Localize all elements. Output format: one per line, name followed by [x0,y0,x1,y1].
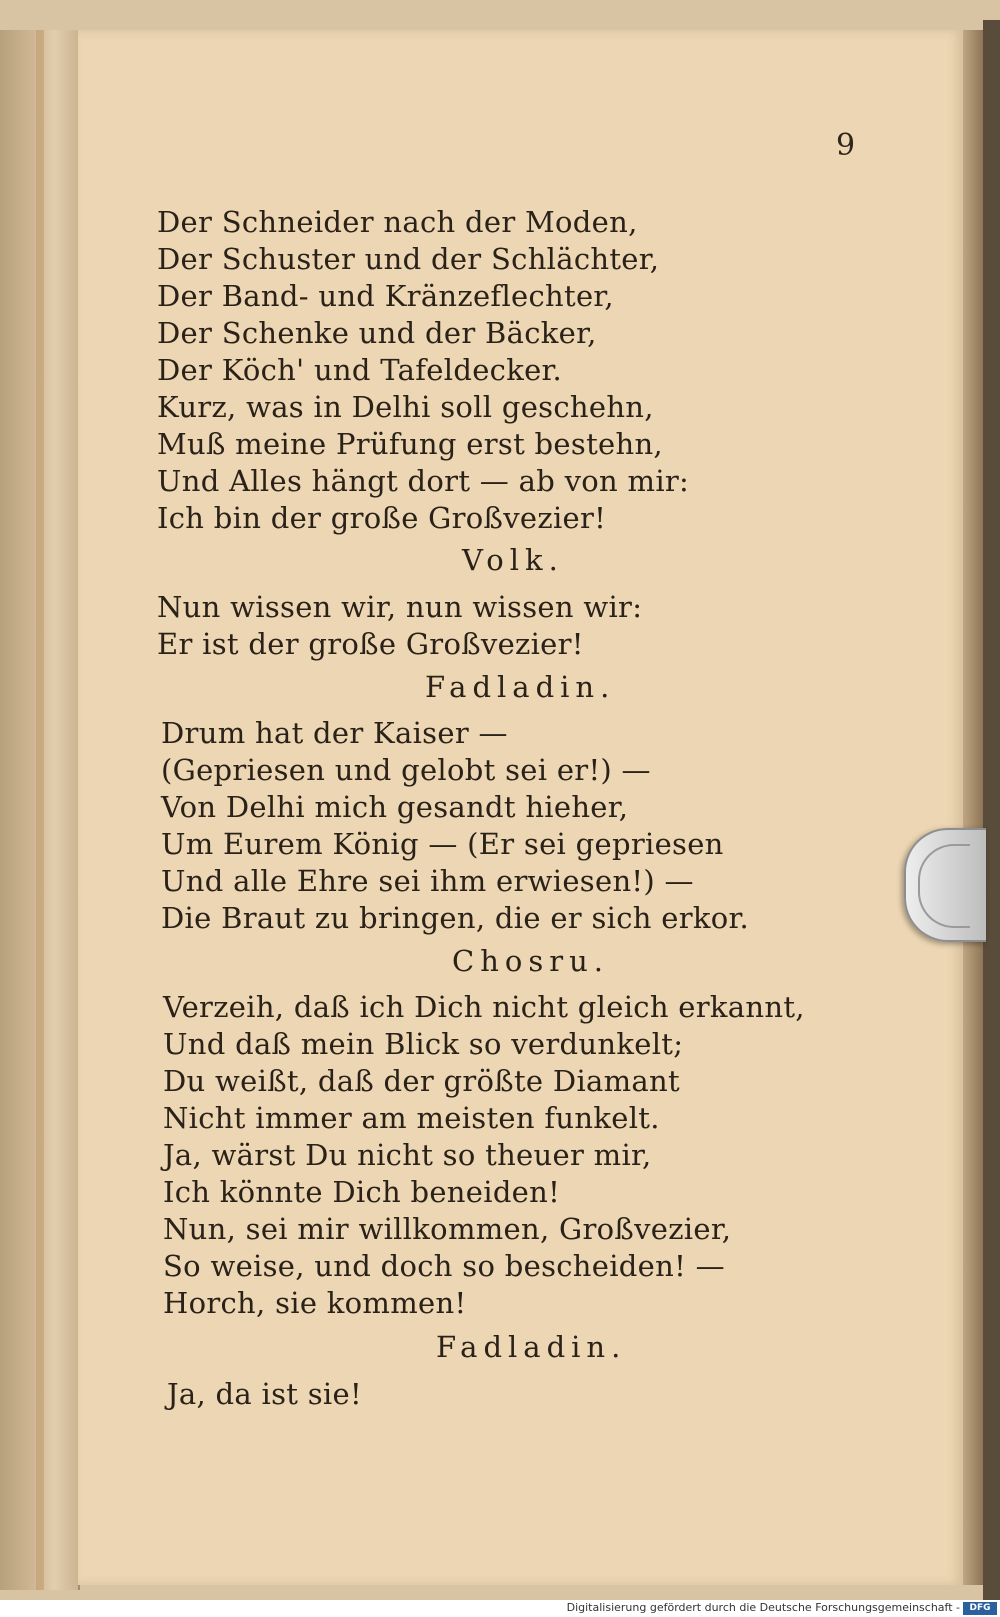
speaker-name: Fadladin. [436,1330,627,1364]
speaker-name: Fadladin. [425,670,616,704]
verse-line: Die Braut zu bringen, die er sich erkor. [161,901,750,935]
verse-line: Nun, sei mir willkommen, Großvezier, [163,1212,732,1246]
previous-page-edge [0,30,80,1590]
verse-line: Der Schneider nach der Moden, [157,205,638,239]
verse-line: Der Band- und Kränzeflechter, [157,279,614,313]
verse-line: Muß meine Prüfung erst bestehn, [157,427,663,461]
dfg-logo: DFG [963,1602,997,1615]
page-clip-holder [904,828,986,942]
verse-line: Nun wissen wir, nun wissen wir: [157,590,643,624]
verse-line: Und alle Ehre sei ihm erwiesen!) — [161,864,694,898]
verse-line: Ja, da ist sie! [167,1377,362,1411]
book-gutter [36,30,44,1590]
verse-line: So weise, und doch so bescheiden! — [163,1249,725,1283]
verse-line: Du weißt, daß der größte Diamant [163,1064,680,1098]
speaker-name: Volk. [462,543,564,577]
digitization-footer [0,1600,1000,1617]
page-number: 9 [836,128,856,163]
page-right-edge [963,30,983,1585]
verse-line: Kurz, was in Delhi soll geschehn, [157,390,654,424]
verse-line: Um Eurem König — (Er sei gepriesen [161,827,724,861]
verse-line: Von Delhi mich gesandt hieher, [161,790,629,824]
verse-line: (Gepriesen und gelobt sei er!) — [161,753,651,787]
speaker-name: Chosru. [452,944,609,978]
verse-line: Drum hat der Kaiser — [161,716,508,750]
verse-line: Der Schenke und der Bäcker, [157,316,597,350]
verse-line: Nicht immer am meisten funkelt. [163,1101,660,1135]
verse-line: Ja, wärst Du nicht so theuer mir, [163,1138,652,1172]
verse-line: Ich könnte Dich beneiden! [163,1175,561,1209]
verse-line: Er ist der große Großvezier! [157,627,584,661]
funding-credit: Digitalisierung gefördert durch die Deutsche Forschungsgemeinschaft - [566,1601,960,1614]
verse-line: Verzeih, daß ich Dich nicht gleich erkannt, [163,990,805,1024]
verse-line: Horch, sie kommen! [163,1286,467,1320]
verse-line: Und Alles hängt dort — ab von mir: [157,464,690,498]
verse-line: Und daß mein Blick so verdunkelt; [163,1027,684,1061]
verse-line: Ich bin der große Großvezier! [157,501,607,535]
book-cover-edge [983,20,1000,1600]
verse-line: Der Schuster und der Schlächter, [157,242,660,276]
verse-line: Der Köch' und Tafeldecker. [157,353,563,387]
